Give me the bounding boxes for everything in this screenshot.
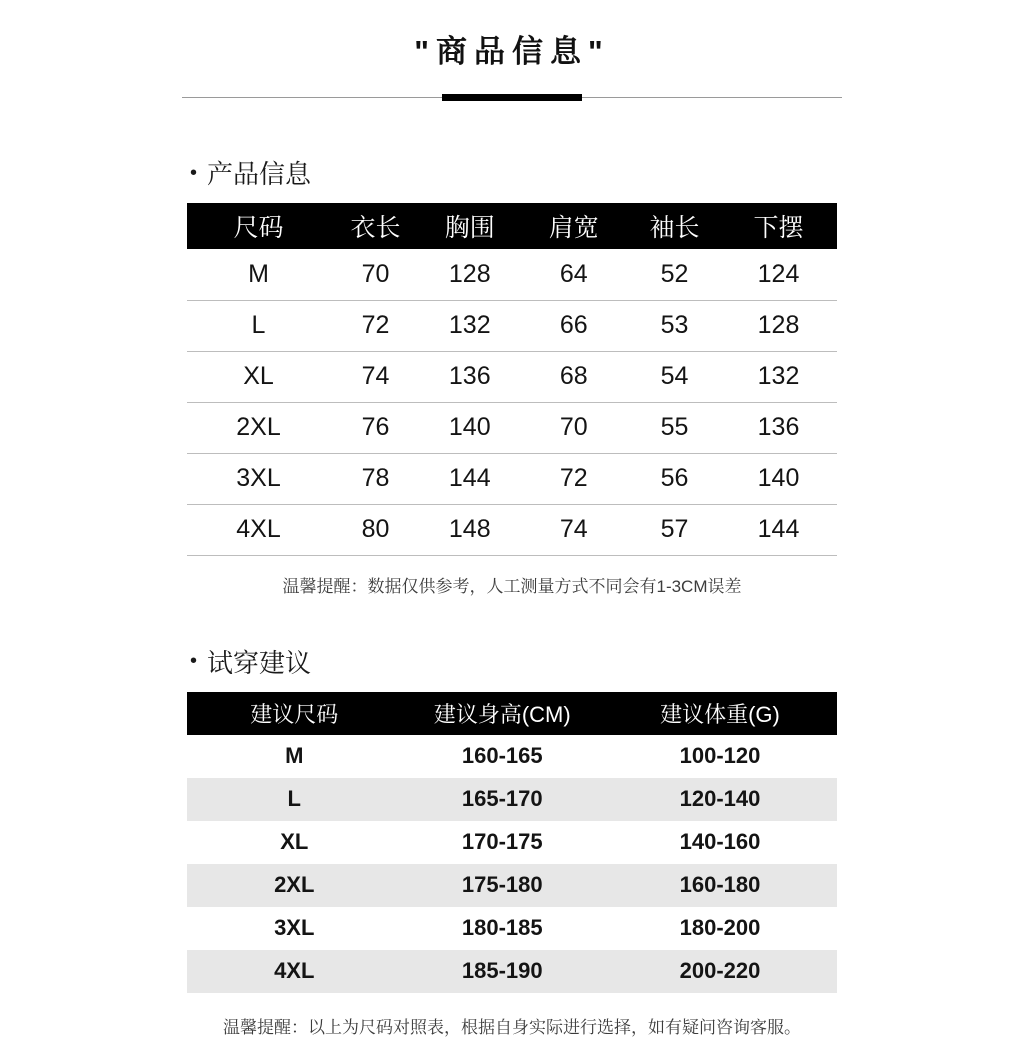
table-row xyxy=(187,864,837,907)
cell: 57 xyxy=(629,504,720,555)
cell: 2XL xyxy=(187,402,330,453)
table-row xyxy=(187,778,837,821)
cell: 132 xyxy=(720,351,837,402)
cell: 128 xyxy=(421,249,519,300)
table-row xyxy=(187,950,837,993)
cell: 54 xyxy=(629,351,720,402)
cell: 55 xyxy=(629,402,720,453)
column-header: 胸围 xyxy=(421,203,519,249)
cell: 64 xyxy=(519,249,630,300)
page-title: "商品信息" xyxy=(414,34,610,69)
cell: 140-160 xyxy=(679,829,761,854)
cell: XL xyxy=(280,829,309,854)
measurement-disclaimer: 温馨提醒：数据仅供参考，人工测量方式不同会有1-3CM误差 xyxy=(282,576,742,596)
cell: 144 xyxy=(421,453,519,504)
column-header: 建议体重(G) xyxy=(603,692,837,735)
table-row xyxy=(187,402,837,453)
column-header: 衣长 xyxy=(330,203,421,249)
table-row xyxy=(187,821,837,864)
column-header: 尺码 xyxy=(187,203,330,249)
cell: XL xyxy=(187,351,330,402)
table-row xyxy=(187,249,837,300)
cell: L xyxy=(187,300,330,351)
cell: 72 xyxy=(519,453,630,504)
cell: 140 xyxy=(720,453,837,504)
table-row xyxy=(187,907,837,950)
cell: 180-185 xyxy=(461,915,543,940)
column-header: 建议尺码 xyxy=(187,692,402,735)
cell: 2XL xyxy=(274,872,315,897)
cell: 144 xyxy=(720,504,837,555)
cell: 148 xyxy=(421,504,519,555)
column-header: 肩宽 xyxy=(519,203,630,249)
cell: 170-175 xyxy=(461,829,543,854)
cell: M xyxy=(285,743,304,768)
table-row xyxy=(187,351,837,402)
title-divider xyxy=(182,97,842,98)
cell: 124 xyxy=(720,249,837,300)
section-heading-fit-advice xyxy=(190,643,1024,680)
cell: 185-190 xyxy=(461,958,543,983)
cell: 70 xyxy=(330,249,421,300)
cell: 3XL xyxy=(187,453,330,504)
cell: L xyxy=(287,786,301,811)
cell: 4XL xyxy=(274,958,315,983)
cell: 136 xyxy=(421,351,519,402)
cell: 160-180 xyxy=(679,872,761,897)
cell: 165-170 xyxy=(461,786,543,811)
table-header-row xyxy=(187,692,837,735)
column-header: 下摆 xyxy=(720,203,837,249)
table-header-row xyxy=(187,203,837,249)
cell: 74 xyxy=(519,504,630,555)
cell: 80 xyxy=(330,504,421,555)
section-heading-product-info xyxy=(190,154,1024,191)
cell: 132 xyxy=(421,300,519,351)
cell: 180-200 xyxy=(679,915,761,940)
size-chart-disclaimer: 温馨提醒：以上为尺码对照表，根据自身实际进行选择，如有疑问咨询客服。 xyxy=(223,1017,801,1037)
section-title: 产品信息 xyxy=(207,159,312,189)
cell: 140 xyxy=(421,402,519,453)
cell: 70 xyxy=(519,402,630,453)
cell: 100-120 xyxy=(679,743,761,768)
table-row xyxy=(187,735,837,778)
cell: 72 xyxy=(330,300,421,351)
title-divider-accent xyxy=(442,94,582,101)
table-row xyxy=(187,453,837,504)
fit-suggestion-table xyxy=(187,692,837,993)
cell: 128 xyxy=(720,300,837,351)
cell: 120-140 xyxy=(679,786,761,811)
cell: 66 xyxy=(519,300,630,351)
cell: 74 xyxy=(330,351,421,402)
table-row xyxy=(187,504,837,555)
cell: 68 xyxy=(519,351,630,402)
cell: 56 xyxy=(629,453,720,504)
cell: 175-180 xyxy=(461,872,543,897)
cell: 200-220 xyxy=(679,958,761,983)
section-title: 试穿建议 xyxy=(207,647,312,678)
table-row xyxy=(187,300,837,351)
cell: 53 xyxy=(629,300,720,351)
bullet-icon: • xyxy=(190,650,198,672)
cell: 3XL xyxy=(274,915,315,940)
cell: 76 xyxy=(330,402,421,453)
cell: 136 xyxy=(720,402,837,453)
cell: M xyxy=(187,249,330,300)
column-header: 建议身高(CM) xyxy=(402,692,604,735)
cell: 160-165 xyxy=(461,743,543,768)
column-header: 袖长 xyxy=(629,203,720,249)
size-measurement-table xyxy=(187,203,837,556)
cell: 78 xyxy=(330,453,421,504)
bullet-icon: • xyxy=(190,161,198,184)
cell: 52 xyxy=(629,249,720,300)
cell: 4XL xyxy=(187,504,330,555)
